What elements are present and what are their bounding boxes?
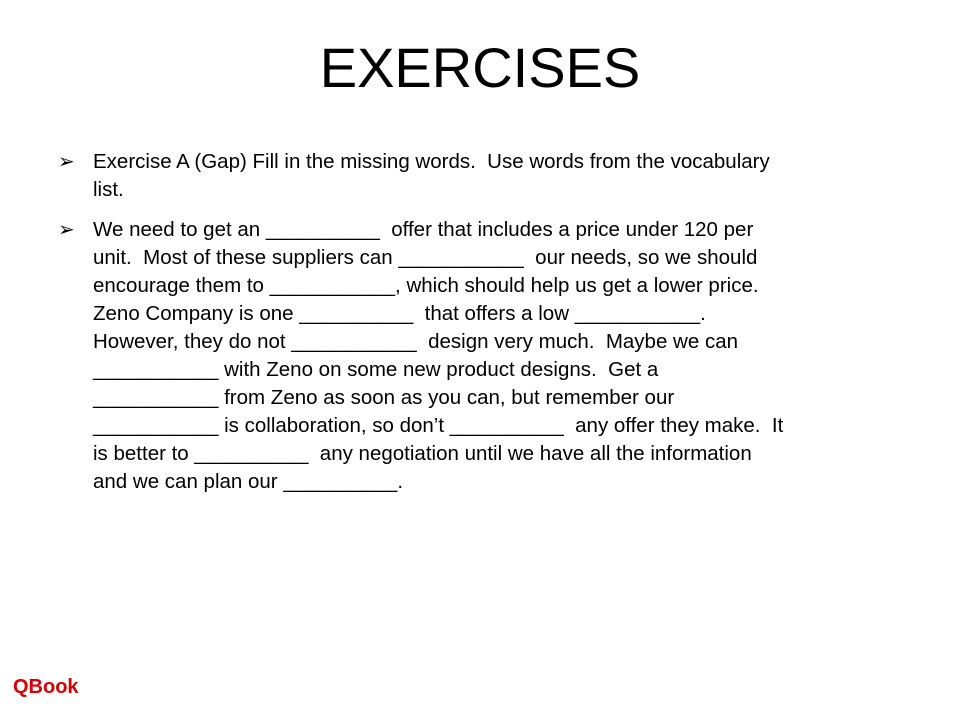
text-line: However, they do not ___________ design very much. Maybe we can [93, 330, 739, 353]
slide-title: EXERCISES [319, 36, 641, 99]
text-line: Zeno Company is one __________ that offers a low ___________. [93, 302, 706, 325]
text-line: encourage them to ___________, which should help us get a lower price. [93, 274, 759, 297]
arrow-bullet-icon: ➢ [58, 219, 75, 241]
text-line: is better to __________ any negotiation until we have all the information [93, 442, 752, 465]
bullet-list [58, 148, 908, 496]
text-line: ___________ with Zeno on some new product designs. Get a [93, 358, 659, 381]
text-line: ___________ from Zeno as soon as you can, but remember our [93, 386, 675, 409]
arrow-bullet-icon: ➢ [58, 151, 75, 173]
text-line: Exercise A (Gap) Fill in the missing words. Use words from the vocabulary [93, 150, 770, 173]
text-line: list. [93, 178, 124, 201]
bullet-item-gap-text [58, 216, 908, 496]
text-line: We need to get an __________ offer that includes a price under 120 per [93, 218, 754, 241]
text-line: ___________ is collaboration, so don’t __________ any offer they make. It [93, 414, 784, 437]
text-line: and we can plan our __________. [93, 470, 404, 493]
qbook-watermark: QBook [13, 676, 79, 698]
bullet-item-instructions [58, 148, 908, 204]
text-line: unit. Most of these suppliers can ___________ our needs, so we should [93, 246, 758, 269]
bullet-text [93, 148, 908, 204]
bullet-text [93, 216, 908, 496]
